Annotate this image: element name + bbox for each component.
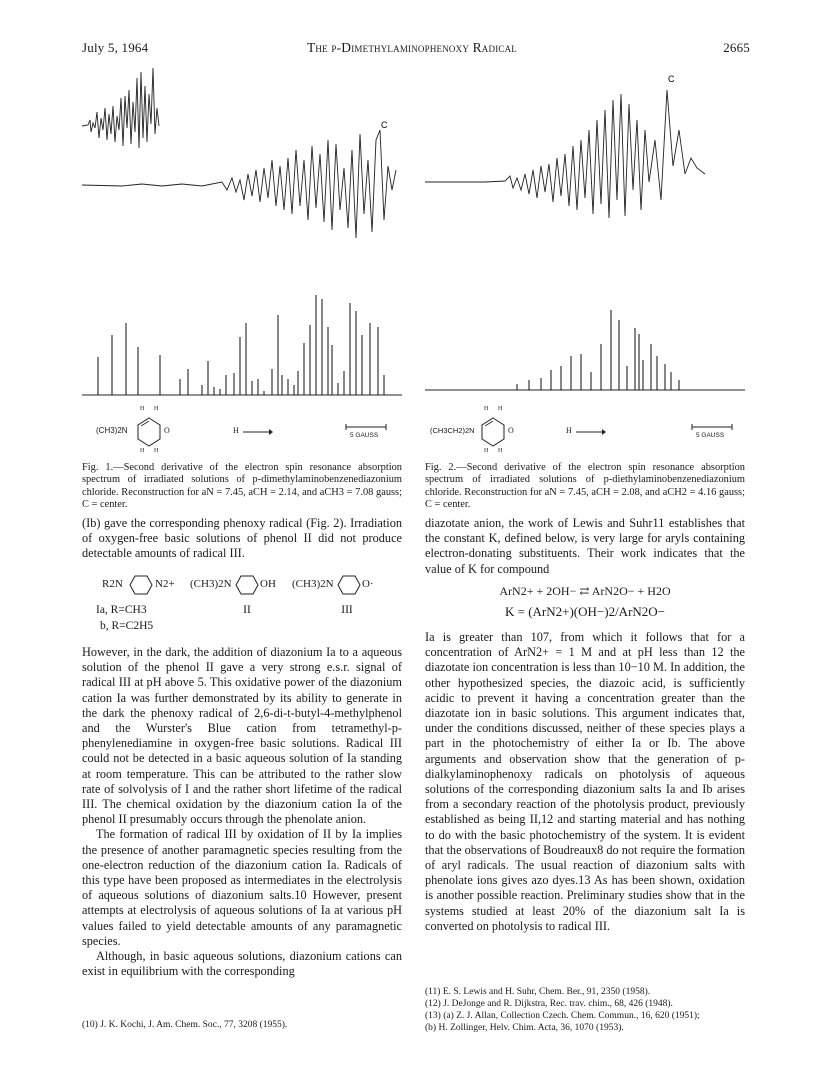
label-Ib: b, R=C2H5 [100, 620, 154, 632]
footnote-10: (10) J. K. Kochi, J. Am. Chem. Soc., 77, 3208 (1955). [82, 1020, 288, 1030]
footnote-13b: (b) H. Zollinger, Helv. Chim. Acta, 36, 1070 (1953). [425, 1023, 624, 1033]
fig2-reconstruction-sticks [425, 300, 745, 395]
right-para-2: Ia is greater than 107, from which it follows that for a concentration of ArN2+ = 1 M and at pH less than 12 the diazotate ion concentration is less than 10−10 M. In addition, the other hypothesized species, the diazoic acid, is sufficiently acidic to prevent it having a concentration greater than the diazotate ion in basic solutions. This argument indicates that, under the conditions discussed, neither of these species plays a part in the photochemistry of either Ia or Ib. The above arguments and observation show that the generation of p-dialkylaminophenoxy radicals on photolysis of aqueous solutions of the corresponding diazonium salts Ia and Ib arises from a secondary reaction of the photolysis product, previously established as being II,12 and starting material and has nothing to do with the basic photochemistry of the system. It is evident that the observations of Boudreaux8 do not require the formation of aryl radicals. The usual reaction of diazonium salts with phenolate ions gives azo dyes.13 As has been shown, oxidation is another possible reaction. Preliminary studies show that in the systems studied at least 20% of the diazonium salt Ia is converted on photolysis to radical III. [425, 630, 745, 933]
fig1-benzene-ring [134, 414, 164, 450]
struct-3-ring [336, 572, 362, 598]
fig1-lower-trace [82, 130, 396, 238]
fig1-scale-bar [346, 424, 386, 430]
equation-equilibrium: ArN2+ + 2OH− ⇄ ArN2O− + H2O [499, 584, 671, 598]
fig2-center-marker: C [668, 74, 675, 84]
fig1-caption: Fig. 1.—Second derivative of the electron spin resonance absorption spectrum of irradiated solutions of p-dimethylaminobenzenediazonium chloride. Reconstruction for aN = 7.45, aCH = 2.14, and aCH3 = 7.08 gauss; C = center. [82, 462, 402, 511]
fig2-esr-spectrum [425, 70, 745, 220]
struct-2-ring [234, 572, 260, 598]
fig2-structure-row [430, 406, 750, 460]
header-date: July 5, 1964 [82, 40, 149, 55]
fig2-field-arrow-icon [576, 428, 606, 436]
fig2-h-top-label: H [484, 406, 489, 412]
equation-K: K = (ArN2+)(OH−)2/ArN2O− [504, 604, 666, 619]
fig2-h-top-label-2: H [498, 406, 503, 412]
right-para-1-text: diazotate anion, the work of Lewis and Suhr11 establishes that the constant K, defined below, is very large for aryls containing electron-donating substituents. Their work indicates that the value of K for compound [425, 516, 745, 576]
fig2-substituent-label: (CH3CH2)2N [430, 426, 475, 435]
header-title: The p-Dimethylaminophenoxy Radical [306, 40, 518, 55]
fig1-scale-label: 5 GAUSS [350, 432, 379, 439]
left-para-4: Although, in basic aqueous solutions, diazonium cations can exist in equilibrium with the corresponding [82, 949, 402, 979]
fig2-scale-label: 5 GAUSS [696, 432, 725, 439]
footnote-13a: (13) (a) Z. J. Allan, Collection Czech. Chem. Commun., 16, 620 (1951); [425, 1011, 700, 1021]
label-II: II [243, 604, 251, 616]
fig1-field-arrow-icon [243, 428, 273, 436]
struct-2-left: (CH3)2N [190, 578, 232, 590]
fig2-scale-bar [692, 424, 732, 430]
left-para-3: The formation of radical III by oxidation of II by Ia implies the presence of another paramagnetic species resulting from the one-electron reduction of the diazonium cation Ia. Radicals of this type have been proposed as intermediates in the electrolysis of aqueous solutions of diazonium salts.10 However, present attempts at electrolysis of aqueous solutions of Ia at various pH values failed to yield detectable amounts of any paramagnetic species. [82, 827, 402, 948]
fig1-field-label: H [233, 426, 239, 435]
right-body [425, 630, 745, 934]
left-footnote [82, 1019, 402, 1031]
fig1-esr-spectrum-lower [82, 110, 402, 250]
left-para-1-text: (Ib) gave the corresponding phenoxy radical (Fig. 2). Irradiation of oxygen-free basic solutions of phenol II did not produce detectable amounts of radical III. [82, 516, 402, 561]
fig2-oxygen-label: O [508, 426, 514, 435]
fig2-h-bottom-label: H [484, 448, 489, 454]
struct-3-right: O· [362, 578, 374, 590]
header-page-number: 2665 [723, 40, 750, 55]
label-III: III [341, 604, 353, 616]
footnote-11: (11) E. S. Lewis and H. Suhr, Chem. Ber., 91, 2350 (1958). [425, 987, 651, 997]
fig1-h-bottom-label-2: H [154, 448, 159, 454]
fig2-h-bottom-label-2: H [498, 448, 503, 454]
struct-1-left: R2N [102, 578, 123, 590]
fig2-benzene-ring [478, 414, 508, 450]
fig2-field-label: H [566, 426, 572, 435]
fig1-oxygen-label: O [164, 426, 170, 435]
right-para-1 [425, 516, 745, 577]
left-body [82, 645, 402, 979]
fig1-h-top-label-2: H [154, 406, 159, 412]
right-footnotes [425, 986, 765, 1034]
fig2-caption: Fig. 2.—Second derivative of the electron spin resonance absorption spectrum of irradiated solutions of p-diethylaminobenzenediazonium chloride. Reconstruction for aN = 7.45, aCH = 2.08, and aCH2 = 4.16 gauss; C = center. [425, 462, 745, 511]
footnote-12: (12) J. DeJonge and R. Dijkstra, Rec. trav. chim., 68, 426 (1948). [425, 999, 673, 1009]
struct-1-ring [128, 572, 154, 598]
fig1-h-bottom-label: H [140, 448, 145, 454]
struct-1-right: N2+ [155, 578, 175, 590]
fig1-reconstruction-sticks [82, 290, 402, 400]
label-Ia: Ia, R=CH3 [96, 604, 147, 616]
fig1-structure-row [88, 406, 408, 460]
left-para-1 [82, 516, 402, 562]
fig1-substituent-label: (CH3)2N [96, 426, 128, 435]
structures-row [82, 570, 402, 640]
struct-2-right: OH [260, 578, 276, 590]
fig1-h-top-label: H [140, 406, 145, 412]
fig1-center-marker: C [381, 120, 388, 130]
fig2-trace [425, 90, 705, 218]
struct-3-left: (CH3)2N [292, 578, 334, 590]
left-para-2: However, in the dark, the addition of diazonium Ia to a aqueous solution of the phenol II gave a very strong e.s.r. signal of radical III at pH above 5. This oxidative power of the diazonium cation Ia was further demonstrated by its ability to generate in the dark the phenoxy radical of 2,6-di-t-butyl-4-methylphenol and the Wurster's Blue cation from tetramethyl-p-phenylenediamine in oxygen-free basic solutions. Radical III could not be detected in a basic aqueous solution of Ia standing at room temperature. This can be attributed to the rather slow rate of solvolysis of I and the rather short lifetime of the radical III. The chemical oxidation by the diazonium cation Ia of the phenol II presumably occurs through the phenolate anion. [82, 645, 402, 827]
